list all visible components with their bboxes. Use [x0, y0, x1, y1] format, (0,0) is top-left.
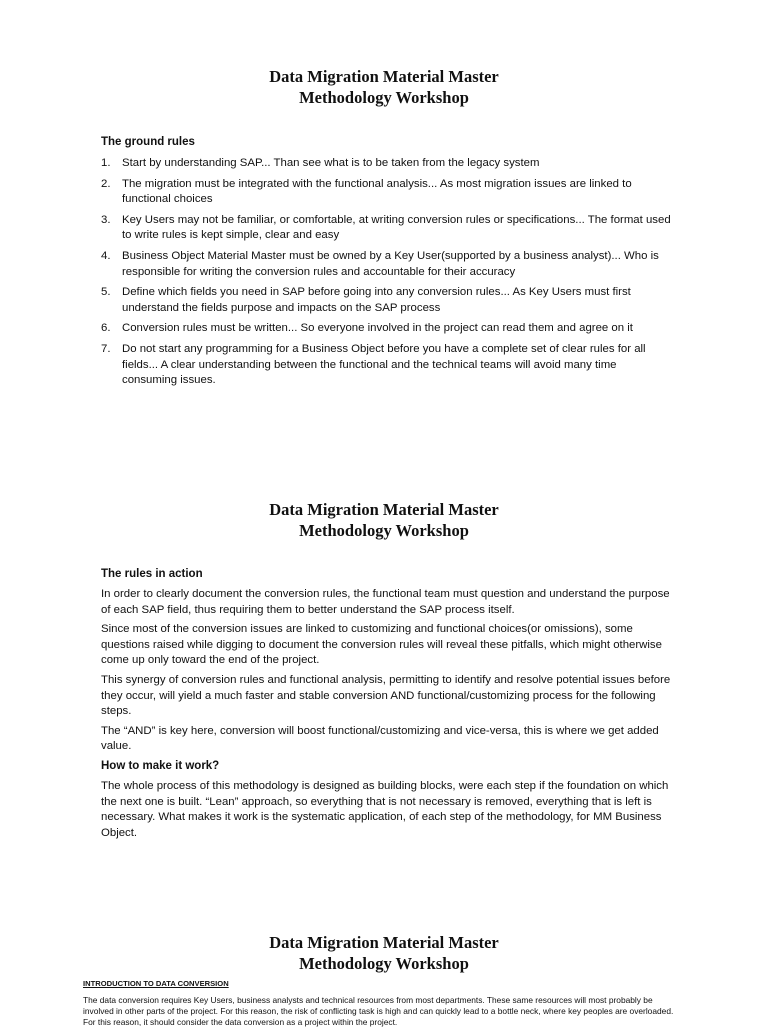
page-title-1: [0, 66, 768, 108]
list-number: 5.: [101, 286, 111, 299]
how-to-make-it-work-heading: How to make it work?: [101, 759, 220, 772]
list-item: [101, 285, 671, 316]
paragraph: The “AND” is key here, conversion will boost functional/customizing and vice-versa, this is where we get added value.: [101, 724, 659, 753]
paragraph: Since most of the conversion issues are linked to customizing and functional choices(or omissions), some questions raised while digging to document the conversion rules will reveal these pitfalls, which might otherwise come up only toward the end of the project.: [101, 623, 662, 667]
list-text: Start by understanding SAP... Than see what is to be taken from the legacy system: [122, 157, 540, 169]
title-line-1: Data Migration Material Master: [269, 933, 499, 952]
list-item: [101, 342, 671, 389]
list-text: Define which fields you need in SAP before going into any conversion rules... As Key Users must first understand the fields purpose and impacts on the SAP process: [122, 286, 631, 314]
title-line-1: Data Migration Material Master: [269, 67, 499, 86]
list-number: 7.: [101, 342, 111, 355]
list-text: Do not start any programming for a Business Object before you have a complete set of clear rules for all fields... A clear understanding between the functional and the technical teams will avoid many time consuming issues.: [122, 342, 646, 387]
list-item: [101, 321, 671, 337]
data-conversion-text: The data conversion requires Key Users, business analysts and technical resources from most departments. These same resources will most probably be involved in other parts of the project. For this reason, the risk of conflicting task is high and can quickly lead to a bottle neck, where key peoples are overloaded. For this reason, it should consider the data conversion as a project within the project.: [83, 995, 674, 1028]
rules-in-action-heading: The rules in action: [101, 568, 203, 580]
list-item: [101, 249, 671, 280]
data-conversion-heading: INTRODUCTION TO DATA CONVERSION: [83, 979, 229, 988]
list-number: 2.: [101, 177, 111, 190]
paragraph: In order to clearly document the conversion rules, the functional team must question and understand the purpose of each SAP field, thus requiring them to better understand the SAP process itself.: [101, 588, 670, 616]
list-number: 4.: [101, 249, 111, 262]
list-item: [101, 177, 671, 208]
title-line-2: Methodology Workshop: [299, 954, 469, 973]
list-text: The migration must be integrated with the functional analysis... As most migration issues are linked to functional choices: [122, 177, 632, 206]
paragraph: The whole process of this methodology is designed as building blocks, were each step if the foundation on which the next one is built. “Lean” approach, so everything that is not necessary is removed, everything that is left is necessary. What makes it work is the systematic application, of each step of the methodology, for MM Business Object.: [101, 779, 669, 839]
list-text: Conversion rules must be written... So everyone involved in the project can read them and agree on it: [122, 322, 633, 335]
list-item: [101, 156, 671, 172]
list-number: 3.: [101, 213, 111, 226]
list-number: 1.: [101, 157, 111, 169]
list-text: Key Users may not be familiar, or comfortable, at writing conversion rules or specifications... The format used to write rules is kept simple, clear and easy: [122, 213, 671, 242]
ground-rules-list: [101, 156, 671, 389]
list-text: Business Object Material Master must be owned by a Key User(supported by a business analyst)... Who is responsible for writing the conversion rules and accountable for their accuracy: [122, 249, 659, 278]
rules-in-action-section: [101, 567, 671, 845]
title-line-1: Data Migration Material Master: [269, 500, 499, 519]
ground-rules-heading: The ground rules: [101, 136, 195, 148]
page-title-2: [0, 499, 768, 541]
title-line-2: Methodology Workshop: [299, 521, 469, 540]
title-line-2: Methodology Workshop: [299, 88, 469, 107]
paragraph: This synergy of conversion rules and functional analysis, permitting to identify and resolve potential issues before they occur, will yield a much faster and stable conversion AND functional/customizing process for the following steps.: [101, 673, 671, 718]
list-item: [101, 213, 671, 244]
list-number: 6.: [101, 322, 111, 335]
ground-rules-section: [101, 135, 671, 394]
data-conversion-section: [83, 979, 683, 1029]
page-title-3: [0, 932, 768, 974]
